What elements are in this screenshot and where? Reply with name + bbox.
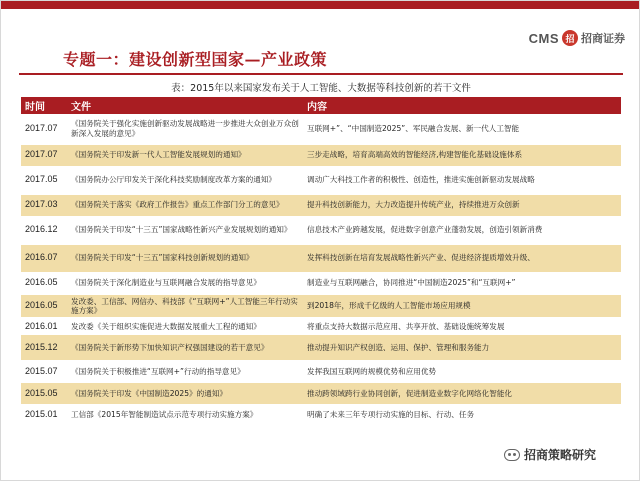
content-cell: 发挥科技创新在培育发展战略性新兴产业、促进经济提质增效升级、 [303, 244, 621, 272]
date-cell: 2016.01 [21, 318, 67, 335]
table-row [21, 166, 621, 194]
table-row [21, 216, 621, 244]
date-cell: 2016.07 [21, 244, 67, 272]
table-row [21, 361, 621, 383]
document-cell: 《国务院关于积极推进“互联网+”行动的指导意见》 [67, 361, 303, 383]
date-cell: 2017.07 [21, 114, 67, 144]
slide-title: 专题一：建设创新型国家—产业政策 [63, 50, 328, 69]
content-cell: 调动广大科技工作者的积极性、创造性，推进实施创新驱动发展战略 [303, 166, 621, 194]
date-cell: 2017.07 [21, 144, 67, 166]
policy-table [21, 97, 621, 425]
date-cell: 2015.01 [21, 405, 67, 425]
document-cell: 《国务院关于印发“十三五”国家科技创新规划的通知》 [67, 244, 303, 272]
table-caption: 表：2015年以来国家发布关于人工智能、大数据等科技创新的若干文件 [171, 83, 471, 94]
date-cell: 2015.12 [21, 335, 67, 361]
logo-seal-icon: 招 [562, 30, 578, 46]
date-cell: 2017.05 [21, 166, 67, 194]
content-cell: 三步走战略，培育高端高效的智能经济,构建智能化基础设施体系 [303, 144, 621, 166]
document-cell: 《国务院关于印发“十三五”国家战略性新兴产业发展规划的通知》 [67, 216, 303, 244]
table-row [21, 244, 621, 272]
table-row [21, 335, 621, 361]
table-row [21, 194, 621, 216]
header-document: 文件 [67, 97, 303, 114]
content-cell: 发挥我国互联网的规模优势和应用优势 [303, 361, 621, 383]
content-cell: 制造业与互联网融合，协同推进“中国制造2025”和“互联网+” [303, 272, 621, 294]
content-cell: 推动提升知识产权创造、运用、保护、管理和服务能力 [303, 335, 621, 361]
title-divider [19, 73, 623, 75]
table-row [21, 405, 621, 425]
document-cell: 工信部《2015年智能制造试点示范专项行动实施方案》 [67, 405, 303, 425]
table-row [21, 272, 621, 294]
wechat-icon [504, 449, 520, 461]
table-row [21, 144, 621, 166]
content-cell: 互联网+”、“中国制造2025”、军民融合发展、新一代人工智能 [303, 114, 621, 144]
top-accent-bar [1, 1, 639, 9]
table-row [21, 294, 621, 318]
header-date: 时间 [21, 97, 67, 114]
date-cell: 2017.03 [21, 194, 67, 216]
content-cell: 明确了未来三年专项行动实施的目标、行动、任务 [303, 405, 621, 425]
table-header-row [21, 97, 621, 114]
logo-cms-text: CMS [528, 30, 559, 46]
document-cell: 《国务院办公厅印发关于深化科技奖励制度改革方案的通知》 [67, 166, 303, 194]
table-row [21, 114, 621, 144]
brand-logo [529, 28, 625, 48]
content-cell: 将重点支持大数据示范应用、共享开放、基础设施统筹发展 [303, 318, 621, 335]
date-cell: 2016.12 [21, 216, 67, 244]
date-cell: 2016.05 [21, 294, 67, 318]
document-cell: 《国务院关于落实《政府工作报告》重点工作部门分工的意见》 [67, 194, 303, 216]
document-cell: 《国务院关于深化制造业与互联网融合发展的指导意见》 [67, 272, 303, 294]
document-cell: 《国务院关于强化实施创新驱动发展战略进一步推进大众创业万众创新深入发展的意见》 [67, 114, 303, 144]
document-cell: 发改委、工信部、网信办、科技部《“互联网+”人工智能三年行动实施方案》 [67, 294, 303, 318]
table-row [21, 318, 621, 335]
document-cell: 发改委《关于组织实施促进大数据发展重大工程的通知》 [67, 318, 303, 335]
wechat-watermark [501, 445, 599, 464]
date-cell: 2015.07 [21, 361, 67, 383]
content-cell: 推动跨领域跨行业协同创新，促进制造业数字化网络化智能化 [303, 383, 621, 405]
document-cell: 《国务院关于新形势下加快知识产权强国建设的若干意见》 [67, 335, 303, 361]
logo-cn-text: 招商证券 [581, 32, 625, 45]
content-cell: 到2018年，形成千亿级的人工智能市场应用规模 [303, 294, 621, 318]
document-cell: 《国务院关于印发《中国制造2025》的通知》 [67, 383, 303, 405]
watermark-text: 招商策略研究 [524, 448, 597, 462]
date-cell: 2015.05 [21, 383, 67, 405]
table-row [21, 383, 621, 405]
content-cell: 信息技术产业跨越发展，促进数字创意产业蓬勃发展，创造引领新消费 [303, 216, 621, 244]
header-content: 内容 [303, 97, 621, 114]
content-cell: 提升科技创新能力，大力改造提升传统产业，持续推进万众创新 [303, 194, 621, 216]
date-cell: 2016.05 [21, 272, 67, 294]
document-cell: 《国务院关于印发新一代人工智能发展规划的通知》 [67, 144, 303, 166]
